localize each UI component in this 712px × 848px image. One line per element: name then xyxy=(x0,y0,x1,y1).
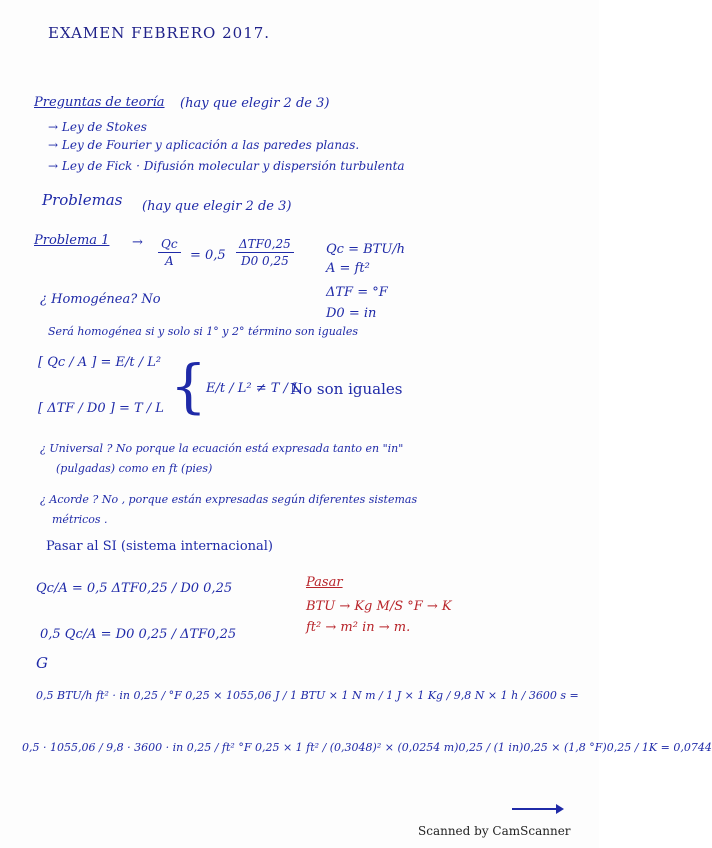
problem1-arrow: → xyxy=(132,235,143,250)
curly-brace: { xyxy=(170,352,207,420)
problem1-coef: = 0,5 xyxy=(190,248,226,263)
page-title: EXAMEN FEBRERO 2017. xyxy=(48,24,271,42)
scanner-watermark: Scanned by CamScanner xyxy=(418,824,571,838)
si-eq2: 0,5 Qc/A = D0 0,25 / ΔTF0,25 xyxy=(40,627,237,642)
coherent-question: ¿ Acorde ? No , porque están expresadas según diferentes sistemas xyxy=(40,493,418,506)
homogeneity-statement: Será homogénea si y solo si 1° y 2° término son iguales xyxy=(48,325,359,338)
unit-a: A = ft² xyxy=(326,261,370,276)
problems-note: (hay que elegir 2 de 3) xyxy=(142,199,292,214)
theory-heading: Preguntas de teoría xyxy=(34,95,165,110)
problem1-rhs-fraction xyxy=(236,237,294,268)
si-heading: Pasar al SI (sistema internacional) xyxy=(46,539,273,554)
conversion-title: Pasar xyxy=(306,575,343,590)
lhs-numerator: Qc xyxy=(158,237,181,253)
theory-item-1: → Ley de Stokes xyxy=(48,120,147,134)
theory-item-3: → Ley de Fick · Difusión molecular y dispersión turbulenta xyxy=(48,159,405,173)
problems-heading: Problemas xyxy=(42,191,123,209)
problem1-lhs-fraction xyxy=(158,237,181,268)
dimension-compare: E/t / L² ≠ T / L xyxy=(206,381,301,396)
coherent-line2: métricos . xyxy=(52,513,108,526)
rhs-numerator: ΔTF0,25 xyxy=(236,237,294,253)
universal-question: ¿ Universal ? No porque la ecuación está expresada tanto en "in" xyxy=(40,442,404,455)
si-conversion-line-2: 0,5 · 1055,06 / 9,8 · 3600 · in 0,25 / ft² °F 0,25 × 1 ft² / (0,3048)² × (0,0254 m)0,25 / (1 in)0,25 × (1,8 °F)0,25 / 1K = 0,0744 xyxy=(22,741,712,754)
problem1-label: Problema 1 xyxy=(34,233,110,248)
step-marker: G xyxy=(36,654,48,672)
si-conversion-line-1: 0,5 BTU/h ft² · in 0,25 / °F 0,25 × 1055,06 J / 1 BTU × 1 N m / 1 J × 1 Kg / 9,8 N × 1 h / 3600 s = xyxy=(36,689,579,702)
universal-line2: (pulgadas) como en ft (pies) xyxy=(56,462,213,475)
dimension-1: [ Qc / A ] = E/t / L² xyxy=(38,355,162,370)
homogeneity-question: ¿ Homogénea? No xyxy=(40,292,161,307)
dimension-2: [ ΔTF / D0 ] = T / L xyxy=(38,401,164,416)
homogeneity-conclusion: No son iguales xyxy=(290,380,403,398)
unit-d0: D0 = in xyxy=(326,306,377,321)
unit-qc: Qc = BTU/h xyxy=(326,242,406,257)
si-eq1: Qc/A = 0,5 ΔTF0,25 / D0 0,25 xyxy=(36,581,233,596)
theory-note: (hay que elegir 2 de 3) xyxy=(180,96,330,111)
unit-dtf: ΔTF = °F xyxy=(326,285,388,300)
theory-item-2: → Ley de Fourier y aplicación a las paredes planas. xyxy=(48,138,360,152)
conversion-line-2: ft² → m² in → m. xyxy=(306,620,411,635)
rhs-denominator: D0 0,25 xyxy=(240,254,289,268)
conversion-line-1: BTU → Kg M/S °F → K xyxy=(306,599,452,614)
lhs-denominator: A xyxy=(164,254,174,268)
next-page-arrow xyxy=(512,808,562,810)
